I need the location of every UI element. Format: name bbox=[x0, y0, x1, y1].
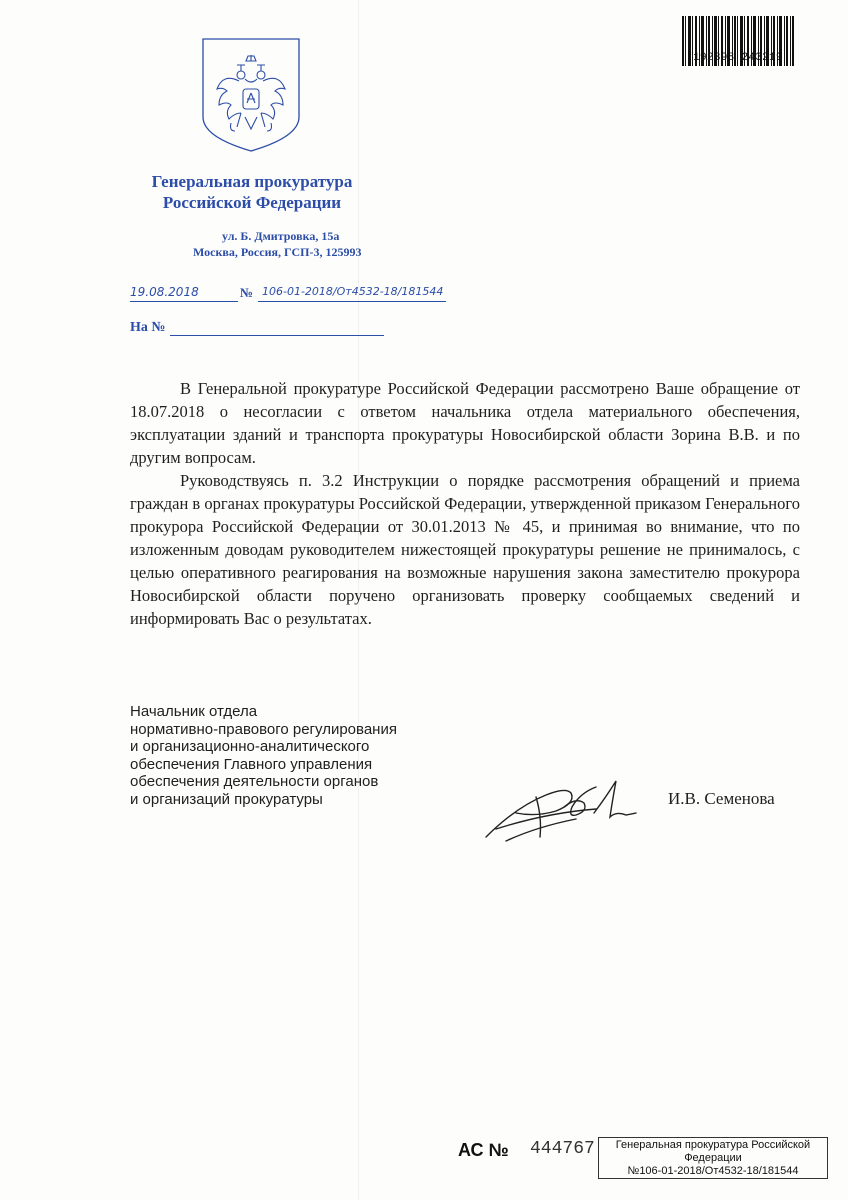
signer-name: И.В. Семенова bbox=[668, 789, 775, 808]
barcode-number: 192398 243219 bbox=[693, 52, 783, 64]
stamp-line: №106-01-2018/От4532-18/181544 bbox=[627, 1165, 799, 1177]
reference-label: На № bbox=[130, 320, 166, 335]
body-paragraph-1: В Генеральной прокуратуре Российской Федерации рассмотрено Ваше обращение от 18.07.2018 о несогласии с ответом начальника отдела материального обеспечения, эксплуатации зданий и транспорта прокуратуры Новосибирской области Зорина В.В. и по другим вопросам. bbox=[130, 379, 800, 467]
position-line: и организаций прокуратуры bbox=[130, 790, 323, 808]
handwritten-signature-icon bbox=[476, 767, 656, 847]
letter-body bbox=[130, 377, 800, 630]
ac-label: АС № bbox=[458, 1140, 509, 1160]
position-line: и организационно-аналитического bbox=[130, 738, 370, 756]
position-line: нормативно-правового регулирования bbox=[130, 720, 397, 738]
org-address-line2: Москва, Россия, ГСП-3, 125993 bbox=[193, 245, 362, 259]
registration-stamp bbox=[598, 1137, 828, 1179]
position-line: обеспечения Главного управления bbox=[130, 755, 373, 773]
coat-of-arms-icon bbox=[201, 37, 301, 153]
stamp-line: Генеральная прокуратура Российской bbox=[615, 1139, 811, 1151]
number-underline bbox=[258, 301, 446, 302]
stamp-line: Федерации bbox=[684, 1152, 742, 1164]
org-address-line1: ул. Б. Дмитровка, 15а bbox=[222, 229, 340, 243]
outgoing-date: 19.08.2018 bbox=[130, 285, 199, 299]
ac-number: 444767 bbox=[530, 1139, 595, 1159]
position-line: обеспечения деятельности органов bbox=[130, 773, 379, 791]
outgoing-number: 106-01-2018/От4532-18/181544 bbox=[262, 285, 444, 298]
outgoing-number-label: № bbox=[240, 285, 254, 300]
org-name-line2: Российской Федерации bbox=[162, 193, 342, 212]
signatory-position bbox=[130, 703, 460, 809]
body-paragraph-2: Руководствуясь п. 3.2 Инструкции о порядке рассмотрения обращений и приема граждан в органах прокуратуры Российской Федерации, утвержденной приказом Генерального прокурора Российской Федерации от 30.01.2013 № 45, и принимая во внимание, что по изложенным доводам руководителем нижестоящей прокуратуры решение не принималось, с целью оперативного реагирования на возможные нарушения закона заместителю прокурора Новосибирской области поручено организовать проверку сообщаемых сведений и информировать Вас о результатах. bbox=[130, 471, 800, 628]
date-underline bbox=[130, 301, 238, 302]
position-line: Начальник отдела bbox=[130, 703, 258, 720]
org-name-line1: Генеральная прокуратура bbox=[151, 172, 353, 191]
reference-underline bbox=[170, 335, 384, 336]
